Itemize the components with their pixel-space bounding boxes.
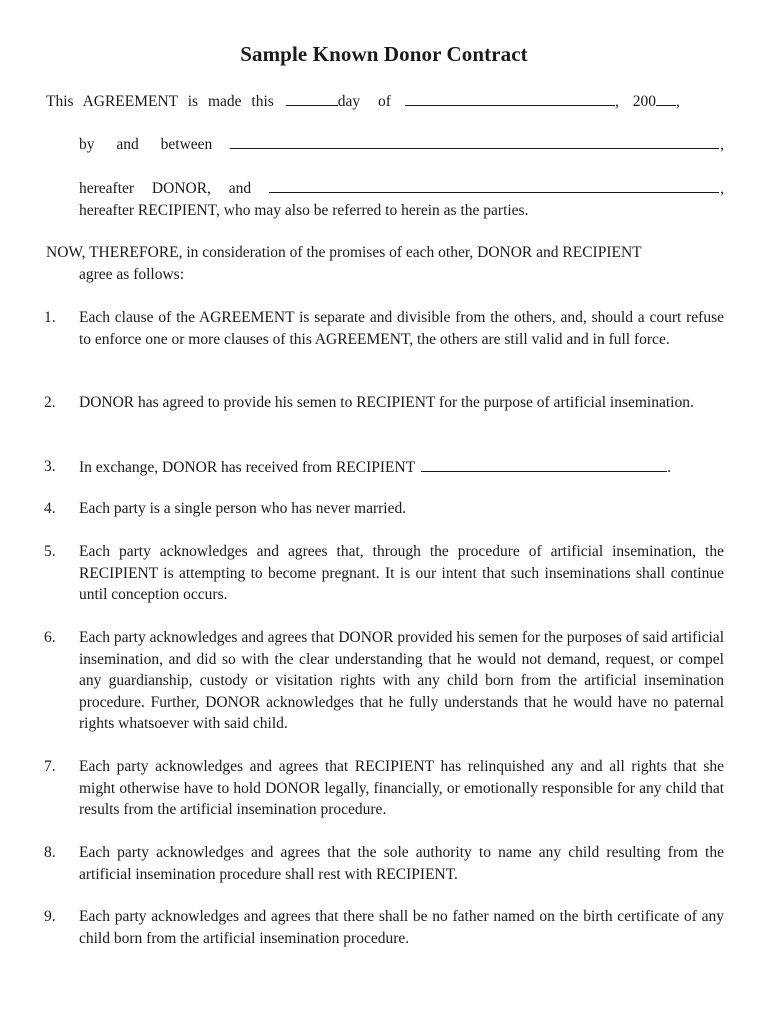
clause-three-line bbox=[79, 456, 671, 479]
recipient-line: hereafter RECIPIENT, who may also be referred to herein as the parties. bbox=[79, 202, 529, 219]
day-blank bbox=[286, 90, 338, 106]
clause-text: Each party acknowledges and agrees that DONOR provided his semen for the purposes of said artificial insemination, and did so with the clear understanding that he would not demand, request, or compel any guardianship, custody or visitation rights with any child born from the artificial insemination procedure. Further, DONOR acknowledges that he fully understands that he would have no paternal rights whatsoever with said child. bbox=[79, 629, 724, 733]
clause-number: 6. bbox=[44, 629, 56, 646]
clause-three-period: . bbox=[667, 459, 672, 476]
party-one-blank bbox=[230, 134, 719, 149]
between-comma: , bbox=[720, 136, 724, 153]
year-blank bbox=[656, 90, 676, 106]
clause-text: DONOR has agreed to provide his semen to RECIPIENT for the purpose of artificial insemination. bbox=[79, 394, 694, 411]
donor-label: hereafter DONOR, and bbox=[79, 180, 252, 197]
clause-number: 4. bbox=[44, 500, 56, 517]
clause-text: Each party acknowledges and agrees that there shall be no father named on the birth certificate of any child born from the artificial insemination procedure. bbox=[79, 908, 724, 947]
clause-text: Each party acknowledges and agrees that RECIPIENT has relinquished any and all rights that she might otherwise have to hold DONOR legally, financially, or emotionally responsible for any child that results from the artificial insemination procedure. bbox=[79, 758, 724, 819]
clause-text: In exchange, DONOR has received from RECIPIENT bbox=[79, 459, 416, 476]
clause-text: Each party acknowledges and agrees that the sole authority to name any child resulting from the artificial insemination procedure shall rest with RECIPIENT. bbox=[79, 844, 724, 883]
clause-number: 5. bbox=[44, 543, 56, 560]
agreement-date-line bbox=[46, 90, 724, 113]
donor-comma: , bbox=[720, 180, 724, 197]
clause-number: 3. bbox=[44, 458, 56, 475]
intro-text-year: , 200 bbox=[614, 93, 656, 110]
clause-text: Each party is a single person who has never married. bbox=[79, 500, 407, 517]
intro-text-day: day of bbox=[337, 93, 391, 110]
clause-text: Each clause of the AGREEMENT is separate and divisible from the others, and, should a court refuse to enforce one or more clauses of this AGREEMENT, the others are still valid and in full force. bbox=[79, 309, 724, 348]
now-therefore-line: NOW, THEREFORE, in consideration of the promises of each other, DONOR and RECIPIENT bbox=[46, 244, 642, 261]
clause-number: 7. bbox=[44, 758, 56, 775]
between-label: by and between bbox=[79, 136, 213, 153]
clause-text: Each party acknowledges and agrees that, through the procedure of artificial insemination, the RECIPIENT is attempting to become pregnant. It is our intent that such inseminations shall continue until conception occurs. bbox=[79, 543, 724, 604]
intro-text-comma: , bbox=[675, 93, 680, 110]
between-line bbox=[79, 134, 724, 156]
clause-number: 1. bbox=[44, 309, 56, 326]
clause-number: 9. bbox=[44, 908, 56, 925]
month-blank bbox=[405, 90, 615, 106]
party-two-blank bbox=[269, 178, 719, 193]
agree-as-follows-line: agree as follows: bbox=[79, 266, 185, 283]
clause-number: 2. bbox=[44, 394, 56, 411]
donor-line bbox=[79, 178, 724, 200]
intro-text-made: This AGREEMENT is made this bbox=[46, 93, 274, 110]
document-title: Sample Known Donor Contract bbox=[240, 42, 528, 66]
compensation-blank bbox=[421, 456, 667, 472]
clause-number: 8. bbox=[44, 844, 56, 861]
